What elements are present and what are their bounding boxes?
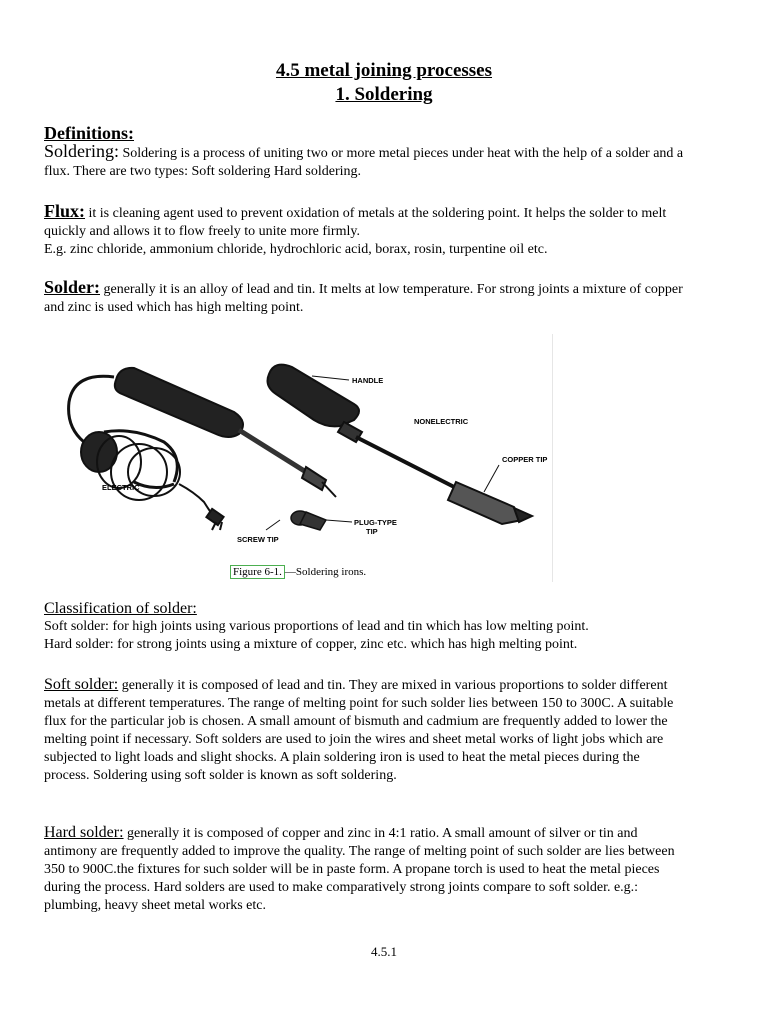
label-nonelectric: NONELECTRIC xyxy=(414,417,469,426)
label-handle: HANDLE xyxy=(352,376,384,385)
label-plug-type-line2: TIP xyxy=(366,527,378,536)
soft-solder-text: generally it is composed of lead and tin. They are mixed in various proportions to solder different metals at different temperatures. The range of melting point for such solder lies between 150 to 300C. A suitable flux for the particular job is chosen. A small amount of bismuth and cadmium are frequently added to lower the melting point if necessary. Soft solders are used to join the wires and sheet metal works of light jobs which are subjected to light loads and slight shocks. A plain soldering iron is used to heat the metal pieces during the process. Soldering using soft solder is known as soft soldering. xyxy=(44,678,674,783)
classification-section xyxy=(44,600,684,654)
flux-definition xyxy=(44,202,684,241)
page-number: 4.5.1 xyxy=(371,944,397,959)
figure-number: Figure 6-1. xyxy=(230,565,285,579)
hard-solder-paragraph xyxy=(44,824,684,915)
label-screw-tip: SCREW TIP xyxy=(237,535,279,544)
hard-solder-section xyxy=(44,824,684,915)
solder-definition xyxy=(44,278,684,317)
label-copper-tip: COPPER TIP xyxy=(502,455,548,464)
soldering-definition xyxy=(44,142,684,181)
figure-caption-text: —Soldering irons. xyxy=(284,566,367,578)
classification-heading: Classification of solder: xyxy=(44,600,197,617)
definitions-heading: Definitions: xyxy=(44,123,134,143)
soldering-irons-figure xyxy=(44,332,564,588)
soft-solder-section xyxy=(44,676,684,785)
figure-caption xyxy=(230,566,366,578)
soldering-text: Soldering is a process of uniting two or more metal pieces under heat with the help of a solder and a flux. There are two types: Soft soldering Hard soldering. xyxy=(44,146,684,179)
classification-hard: Hard solder: for strong joints using a mixture of copper, zinc etc. which has high melting point. xyxy=(44,637,578,652)
classification-soft: Soft solder: for high joints using various proportions of lead and tin which has low melting point. xyxy=(44,619,589,634)
flux-text: it is cleaning agent used to prevent oxidation of metals at the soldering point. It helps the solder to melt quickly and allows it to flow freely to unite more firmly. xyxy=(44,206,667,239)
solder-term: Solder: xyxy=(44,277,100,297)
nonelectric-soldering-iron xyxy=(268,365,532,524)
page-subtitle: 1. Soldering xyxy=(335,84,433,105)
solder-section xyxy=(44,278,684,317)
flux-term: Flux: xyxy=(44,201,86,221)
flux-section xyxy=(44,202,684,259)
flux-example: E.g. zinc chloride, ammonium chloride, hydrochloric acid, borax, rosin, turpentine oil etc. xyxy=(44,242,548,257)
solder-text: generally it is an alloy of lead and tin. It melts at low temperature. For strong joints a mixture of copper and zinc is used which has high melting point. xyxy=(44,282,683,315)
soldering-term: Soldering: xyxy=(44,141,119,161)
soft-solder-term: Soft solder: xyxy=(44,676,119,693)
page-title: 4.5 metal joining processes xyxy=(275,60,493,81)
label-plug-type-line1: PLUG-TYPE xyxy=(354,518,397,527)
hard-solder-term: Hard solder: xyxy=(44,824,124,841)
definitions-section xyxy=(44,124,684,181)
hard-solder-text: generally it is composed of copper and zinc in 4:1 ratio. A small amount of silver or tin and antimony are frequently added to improve the quality. The range of melting point of such solder are lies between 350 to 900C.the fixtures for such solder will be in paste form. A propane torch is used to heat the metal pieces during the process. Hard solders are used to make comparatively strong joints compare to soft solder. e.g.: plumbing, heavy sheet metal works etc. xyxy=(44,826,675,913)
soft-solder-paragraph xyxy=(44,676,684,785)
plug-type-tip xyxy=(291,511,326,530)
label-electric: ELECTRIC xyxy=(102,483,140,492)
